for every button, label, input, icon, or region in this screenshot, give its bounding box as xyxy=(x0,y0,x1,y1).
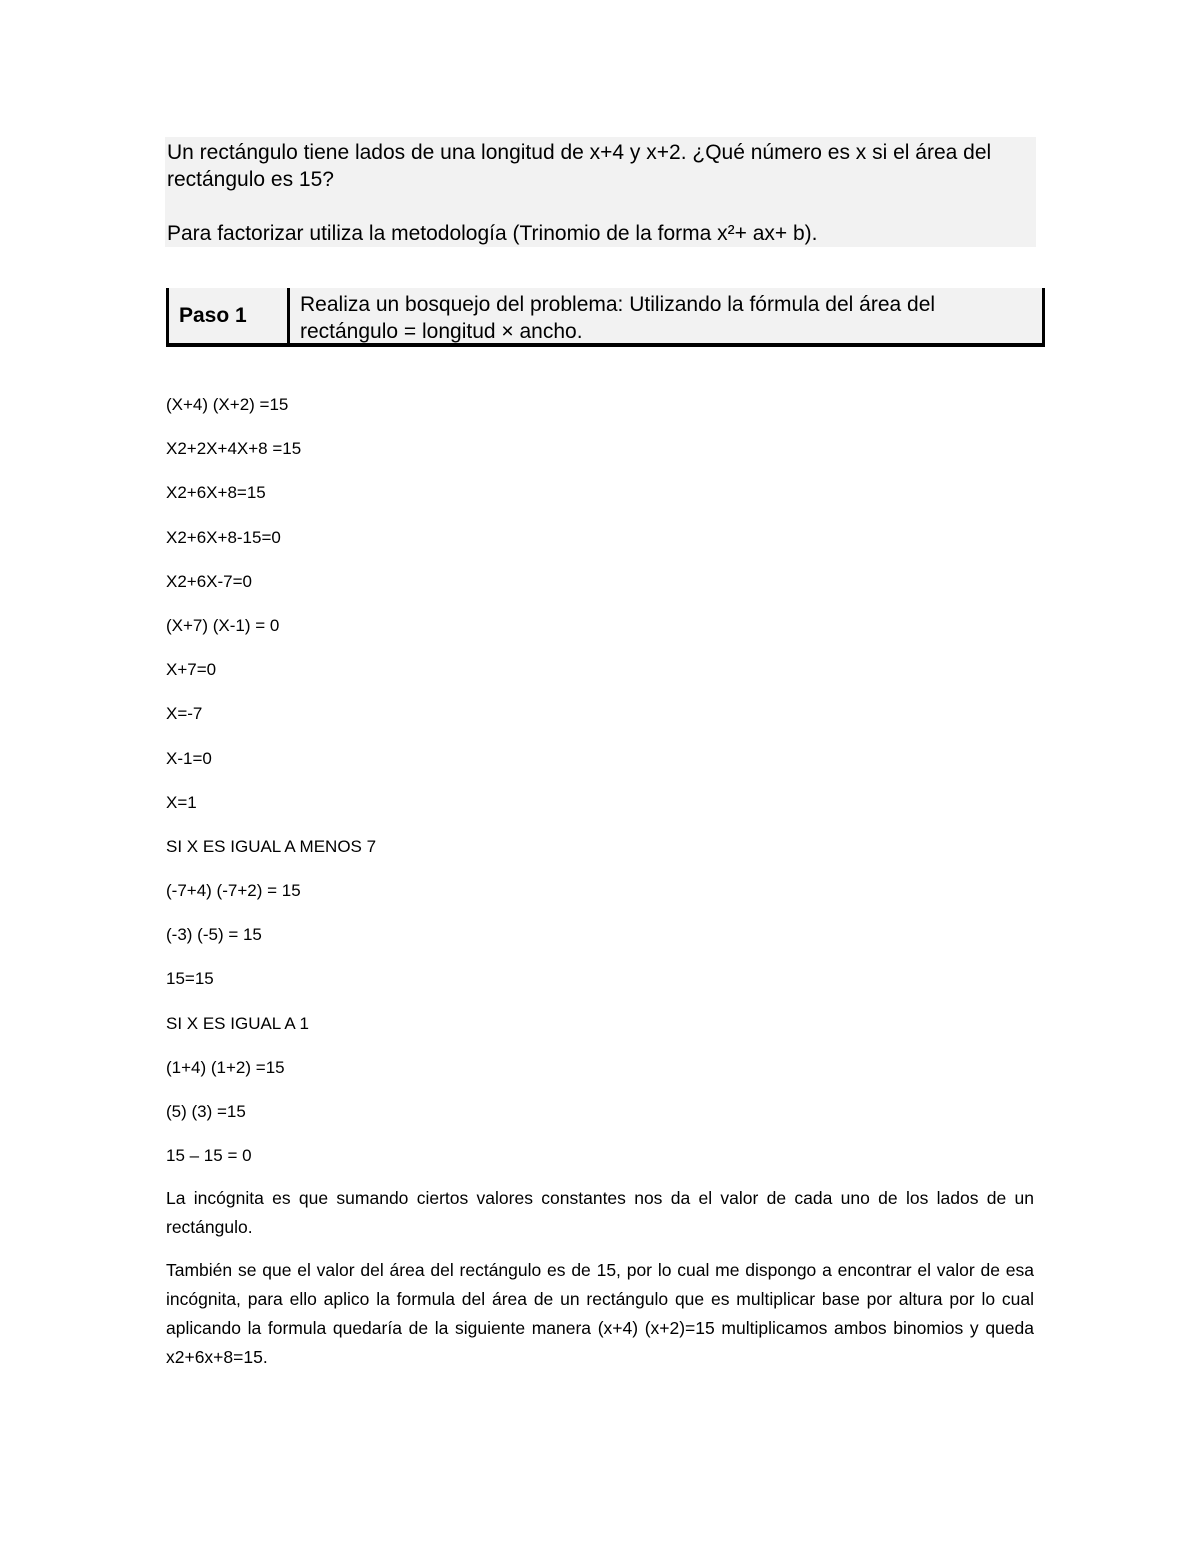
solution-line: X2+6X+8=15 xyxy=(166,483,266,503)
solution-line: 15=15 xyxy=(166,969,214,989)
solution-line: X=1 xyxy=(166,792,197,812)
solution-line: X+7=0 xyxy=(166,660,217,680)
solution-line: (1+4) (1+2) =15 xyxy=(166,1057,285,1077)
solution-line: X2+6X+8-15=0 xyxy=(166,527,281,547)
solution-line: X=-7 xyxy=(166,704,203,724)
solution-line: (X+7) (X-1) = 0 xyxy=(166,615,280,635)
solution-line: X2+6X-7=0 xyxy=(166,571,253,591)
problem-statement-box xyxy=(165,137,1036,247)
solution-lines xyxy=(166,392,1036,1187)
solution-line: SI X ES IGUAL A MENOS 7 xyxy=(166,836,377,856)
step-description: Realiza un bosquejo del problema: Utilizando la fórmula del área del rectángulo = longitud × ancho. xyxy=(300,293,936,343)
explanation-paragraphs xyxy=(166,1184,1034,1386)
step-table xyxy=(166,288,1045,347)
solution-line: SI X ES IGUAL A 1 xyxy=(166,1013,309,1033)
solution-line: (5) (3) =15 xyxy=(166,1102,246,1121)
solution-line: (X+4) (X+2) =15 xyxy=(166,395,289,414)
solution-line: (-7+4) (-7+2) = 15 xyxy=(166,881,301,901)
explanation-paragraph: La incógnita es que sumando ciertos valores constantes nos da el valor de cada uno de los lados de un rectángulo. xyxy=(166,1188,1034,1237)
problem-statement: Un rectángulo tiene lados de una longitud de x+4 y x+2. ¿Qué número es x si el área del rectángulo es 15? xyxy=(167,141,992,191)
solution-line: (-3) (-5) = 15 xyxy=(166,925,262,945)
explanation-paragraph: También se que el valor del área del rectángulo es de 15, por lo cual me dispongo a encontrar el valor de esa incógnita, para ello aplico la formula del área de un rectángulo que es multiplicar base por altura por lo cual aplicando la formula quedaría de la siguiente manera (x+4) (x+2)=15 multiplicamos ambos binomios y queda x2+6x+8=15. xyxy=(166,1260,1034,1367)
solution-line: 15 – 15 = 0 xyxy=(166,1146,252,1166)
step-label: Paso 1 xyxy=(169,288,290,343)
solution-line: X2+2X+4X+8 =15 xyxy=(166,439,302,459)
solution-line: X-1=0 xyxy=(166,748,212,768)
problem-instruction: Para factorizar utiliza la metodología (Trinomio de la forma x²+ ax+ b). xyxy=(167,222,818,245)
